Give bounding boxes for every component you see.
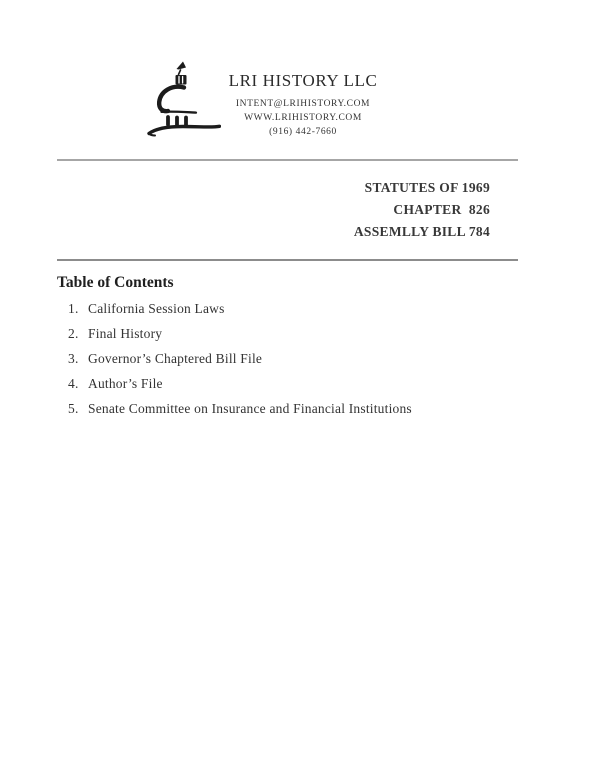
toc-item	[68, 327, 412, 341]
section-divider	[57, 259, 518, 261]
toc-item-label: Final History	[88, 326, 163, 341]
chapter-line: CHAPTER 826	[393, 202, 490, 217]
company-name: LRI HISTORY LLC	[228, 71, 378, 90]
toc-item-number: 4.	[68, 376, 79, 391]
toc-item	[68, 302, 412, 316]
capitol-dome-icon	[147, 60, 221, 138]
toc-item-label: California Session Laws	[88, 301, 225, 316]
toc-item	[68, 402, 412, 416]
toc-item-number: 3.	[68, 351, 79, 366]
header-divider	[57, 159, 518, 161]
statutes-line: STATUTES OF 1969	[364, 180, 490, 195]
company-phone: (916) 442-7660	[269, 127, 337, 138]
toc-list	[68, 302, 412, 427]
letterhead	[211, 71, 395, 140]
company-website: WWW.LRIHISTORY.COM	[244, 113, 362, 124]
contact-block	[211, 97, 395, 140]
toc-item-label: Governor’s Chaptered Bill File	[88, 351, 263, 366]
company-email: INTENT@LRIHISTORY.COM	[235, 99, 371, 109]
toc-item-number: 5.	[68, 401, 79, 416]
toc-item	[68, 352, 412, 366]
toc-item	[68, 377, 412, 391]
toc-item-label: Senate Committee on Insurance and Financial Institutions	[88, 401, 412, 416]
toc-heading: Table of Contents	[57, 274, 174, 291]
toc-item-label: Author’s File	[88, 376, 163, 391]
assembly-bill-line: ASSEMLLY BILL 784	[353, 224, 490, 239]
statute-reference-block	[354, 177, 490, 243]
toc-item-number: 2.	[68, 326, 79, 341]
toc-item-number: 1.	[68, 301, 79, 316]
